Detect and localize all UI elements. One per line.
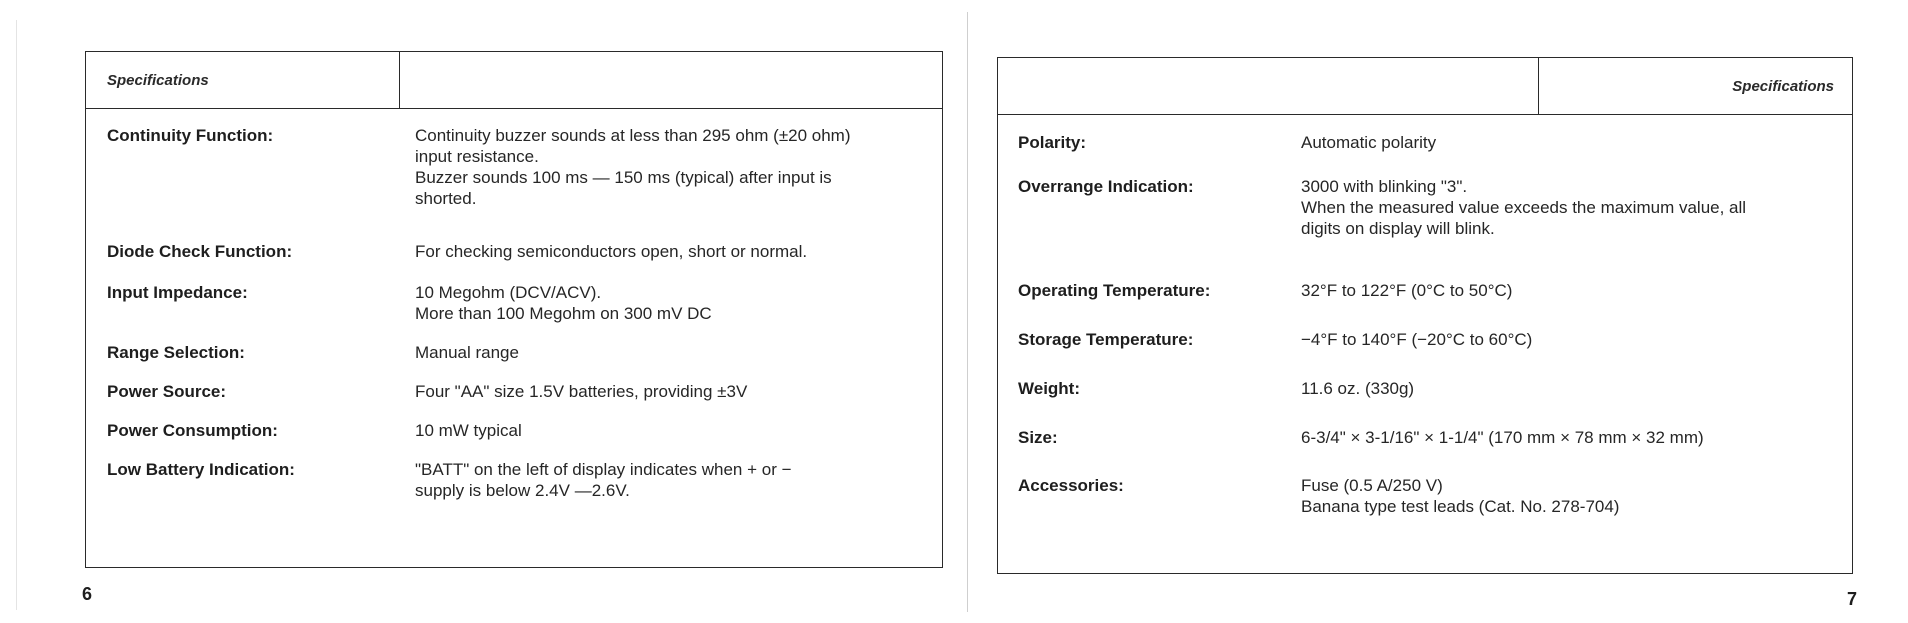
right-header-empty-cell — [998, 58, 1539, 114]
spec-row-power-source — [86, 381, 942, 402]
spec-value-line: 10 mW typical — [415, 421, 522, 440]
spec-value-line: Buzzer sounds 100 ms — 150 ms (typical) after input is — [415, 168, 832, 187]
left-header-empty-cell — [400, 52, 942, 108]
spec-value-line: Banana type test leads (Cat. No. 278-704) — [1301, 497, 1620, 516]
spec-row-diode-check — [86, 241, 942, 262]
spec-label: Diode Check Function: — [107, 242, 293, 261]
spec-value-line: 10 Megohm (DCV/ACV). — [415, 283, 602, 302]
page-number-left: 6 — [82, 584, 93, 604]
left-spec-table — [85, 51, 943, 568]
spec-value-line: Fuse (0.5 A/250 V) — [1301, 476, 1443, 495]
left-header-cell — [86, 52, 400, 108]
page-number-right: 7 — [1847, 589, 1858, 609]
spec-row-overrange — [998, 176, 1852, 239]
spec-row-polarity — [998, 132, 1852, 153]
spec-row-operating-temp — [998, 280, 1852, 301]
spec-value — [415, 241, 807, 262]
spec-value — [1301, 427, 1704, 448]
spec-label: Size: — [1018, 428, 1058, 447]
spec-row-low-battery — [86, 459, 942, 501]
spec-label: Weight: — [1018, 379, 1081, 398]
left-table-header — [86, 52, 942, 109]
spec-value-line: More than 100 Megohm on 300 mV DC — [415, 304, 712, 323]
spec-label: Power Source: — [107, 382, 227, 401]
spec-row-range-selection — [86, 342, 942, 363]
spec-value — [1301, 475, 1619, 517]
spec-value — [415, 381, 747, 402]
spec-value-line: digits on display will blink. — [1301, 219, 1495, 238]
spec-value-line: −4°F to 140°F (−20°C to 60°C) — [1301, 330, 1533, 349]
spec-row-weight — [998, 378, 1852, 399]
page-edge-mark — [16, 20, 17, 610]
spec-value-line: Four "AA" size 1.5V batteries, providing ±3V — [415, 382, 748, 401]
right-header-cell — [1539, 58, 1852, 114]
page-gutter — [967, 12, 968, 612]
spec-row-size — [998, 427, 1852, 448]
spec-value — [1301, 132, 1436, 153]
spec-value — [1301, 280, 1512, 301]
spec-value-line: 11.6 oz. (330g) — [1301, 379, 1415, 398]
spec-value — [1301, 329, 1532, 350]
spec-label: Continuity Function: — [107, 126, 274, 145]
spec-value — [415, 125, 851, 209]
spec-row-accessories — [998, 475, 1852, 517]
spec-label: Accessories: — [1018, 476, 1124, 495]
spec-row-power-consumption — [86, 420, 942, 441]
spec-value — [415, 282, 712, 324]
spec-label: Power Consumption: — [107, 421, 278, 440]
spec-row-input-impedance — [86, 282, 942, 324]
spec-value-line: Manual range — [415, 343, 519, 362]
spec-label: Low Battery Indication: — [107, 460, 295, 479]
spec-value-line: When the measured value exceeds the maximum value, all — [1301, 198, 1747, 217]
spec-value-line: For checking semiconductors open, short or normal. — [415, 242, 808, 261]
right-spec-table — [997, 57, 1853, 574]
spec-value-line: Automatic polarity — [1301, 133, 1437, 152]
spec-row-continuity — [86, 125, 942, 209]
spec-row-storage-temp — [998, 329, 1852, 350]
spec-value-line: shorted. — [415, 189, 477, 208]
spec-label: Operating Temperature: — [1018, 281, 1211, 300]
spec-value-line: 3000 with blinking "3". — [1301, 177, 1468, 196]
spec-label: Range Selection: — [107, 343, 245, 362]
spec-value-line: 32°F to 122°F (0°C to 50°C) — [1301, 281, 1513, 300]
spec-value-line: input resistance. — [415, 147, 539, 166]
spec-value-line: "BATT" on the left of display indicates when + or − — [415, 460, 792, 479]
spec-label: Storage Temperature: — [1018, 330, 1194, 349]
spec-label: Polarity: — [1018, 133, 1087, 152]
spec-value — [415, 420, 522, 441]
spec-value-line: supply is below 2.4V —2.6V. — [415, 481, 630, 500]
spec-value — [415, 459, 792, 501]
spec-value — [1301, 176, 1746, 239]
left-header-title: Specifications — [107, 71, 209, 89]
spec-value — [415, 342, 519, 363]
right-header-title: Specifications — [1732, 77, 1834, 95]
spec-value-line: Continuity buzzer sounds at less than 295 ohm (±20 ohm) — [415, 126, 851, 145]
spec-label: Input Impedance: — [107, 283, 248, 302]
spec-value-line: 6-3/4" × 3-1/16" × 1-1/4" (170 mm × 78 mm × 32 mm) — [1301, 428, 1704, 447]
spec-label: Overrange Indication: — [1018, 177, 1194, 196]
spec-value — [1301, 378, 1414, 399]
right-table-header — [998, 58, 1852, 115]
